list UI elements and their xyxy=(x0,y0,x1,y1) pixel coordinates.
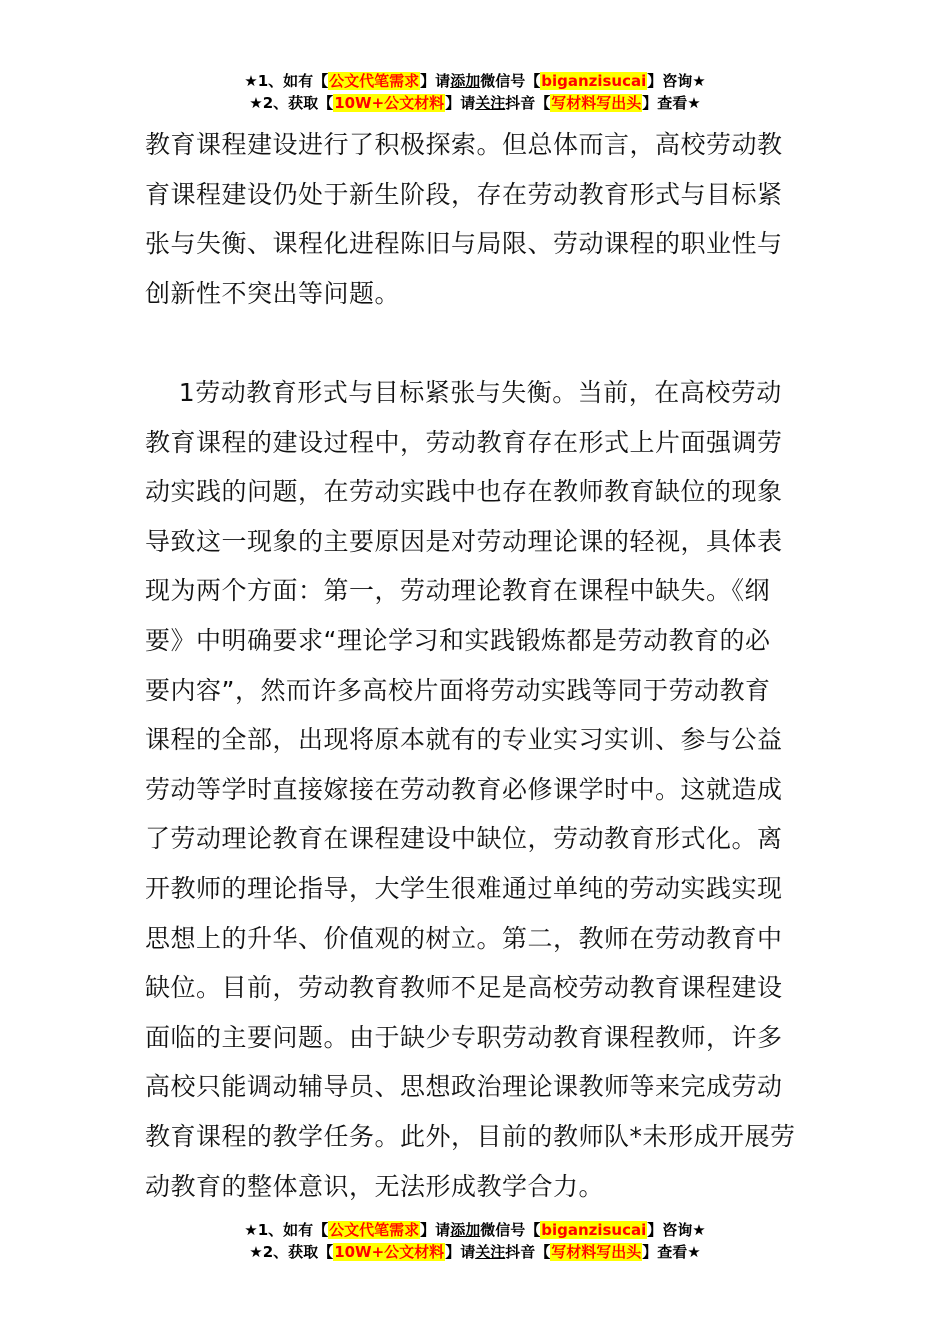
banner-line-1 xyxy=(0,70,950,92)
text-line: 要内容”，然而许多高校片面将劳动实践等同于劳动教育 xyxy=(145,675,771,705)
text-line: 创新性不突出等问题。 xyxy=(145,278,401,308)
banner-text: 微信号【 xyxy=(480,1221,541,1239)
paragraph-1 xyxy=(145,120,810,318)
text-line: 高校只能调动辅导员、思想政治理论课教师等来完成劳动 xyxy=(145,1072,783,1102)
text-line: 教育课程建设进行了积极探索。但总体而言，高校劳动教 xyxy=(145,130,783,159)
banner-text: 微信号【 xyxy=(480,72,541,90)
banner-highlight: 公文代笔需求 xyxy=(329,1221,420,1239)
text-line: 动实践的问题，在劳动实践中也存在教师教育缺位的现象 xyxy=(145,477,783,507)
banner-underlined: 关注 xyxy=(475,94,506,112)
banner-text: 】咨询★ xyxy=(647,1221,706,1239)
text-line: 动教育的整体意识，无法形成教学合力。 xyxy=(145,1171,605,1201)
banner-text: 】请 xyxy=(420,72,451,90)
banner-text: 】咨询★ xyxy=(647,72,706,90)
text-line: 开教师的理论指导，大学生很难通过单纯的劳动实践实现 xyxy=(145,873,783,903)
banner-highlight: 10W+公文材料 xyxy=(334,94,445,112)
text-line: 课程的全部，出现将原本就有的专业实习实训、参与公益 xyxy=(145,725,783,755)
banner-line-2 xyxy=(0,92,950,114)
text-line: 教育课程的建设过程中，劳动教育存在形式上片面强调劳 xyxy=(145,427,783,457)
banner-highlight: 写材料写出头 xyxy=(551,1243,642,1261)
banner-text: 】请 xyxy=(420,1221,451,1239)
banner-underlined: 添加 xyxy=(450,72,481,90)
banner-underlined: 添加 xyxy=(450,1221,481,1239)
banner-line-1 xyxy=(0,1219,950,1241)
text-line: 思想上的升华、价值观的树立。第二，教师在劳动教育中 xyxy=(145,923,783,953)
banner-text: ★1、如有【 xyxy=(244,72,329,90)
banner-underlined: 关注 xyxy=(475,1243,506,1261)
text-line: 导致这一现象的主要原因是对劳动理论课的轻视，具体表 xyxy=(145,526,783,556)
text-line: 劳动等学时直接嫁接在劳动教育必修课学时中。这就造成 xyxy=(145,774,783,804)
banner-text: ★1、如有【 xyxy=(244,1221,329,1239)
text-line: 现为两个方面：第一，劳动理论教育在课程中缺失。《纲 xyxy=(145,576,771,606)
banner-text: ★2、获取【 xyxy=(249,94,334,112)
paragraph-2 xyxy=(145,368,810,1211)
text-line: 了劳动理论教育在课程建设中缺位，劳动教育形式化。离 xyxy=(145,824,783,854)
text-line: 育课程建设仍处于新生阶段，存在劳动教育形式与目标紧 xyxy=(145,179,783,209)
banner-text: 抖音【 xyxy=(505,94,551,112)
banner-highlight: biganzisucai xyxy=(541,1221,647,1239)
banner-text: 】查看★ xyxy=(642,1243,701,1261)
text-line: 要》中明确要求“理论学习和实践锻炼都是劳动教育的必 xyxy=(145,625,771,655)
text-line: 教育课程的教学任务。此外，目前的教师队*未形成开展劳 xyxy=(145,1121,796,1151)
banner-highlight: 写材料写出头 xyxy=(551,94,642,112)
banner-text: 】查看★ xyxy=(642,94,701,112)
banner-text: ★2、获取【 xyxy=(249,1243,334,1261)
banner-line-2 xyxy=(0,1241,950,1263)
banner-highlight: biganzisucai xyxy=(541,72,647,90)
banner-highlight: 公文代笔需求 xyxy=(329,72,420,90)
text-line: 面临的主要问题。由于缺少专职劳动教育课程教师，许多 xyxy=(145,1022,783,1052)
footer-banner xyxy=(0,1219,950,1263)
banner-highlight: 10W+公文材料 xyxy=(334,1243,445,1261)
banner-text: 】请 xyxy=(445,1243,476,1261)
text-line: 张与失衡、课程化进程陈旧与局限、劳动课程的职业性与 xyxy=(145,229,783,259)
banner-text: 抖音【 xyxy=(505,1243,551,1261)
text-line: 缺位。目前，劳动教育教师不足是高校劳动教育课程建设 xyxy=(145,973,783,1003)
header-banner xyxy=(0,70,950,114)
text-line: 1劳动教育形式与目标紧张与失衡。当前，在高校劳动 xyxy=(145,378,782,407)
banner-text: 】请 xyxy=(445,94,476,112)
